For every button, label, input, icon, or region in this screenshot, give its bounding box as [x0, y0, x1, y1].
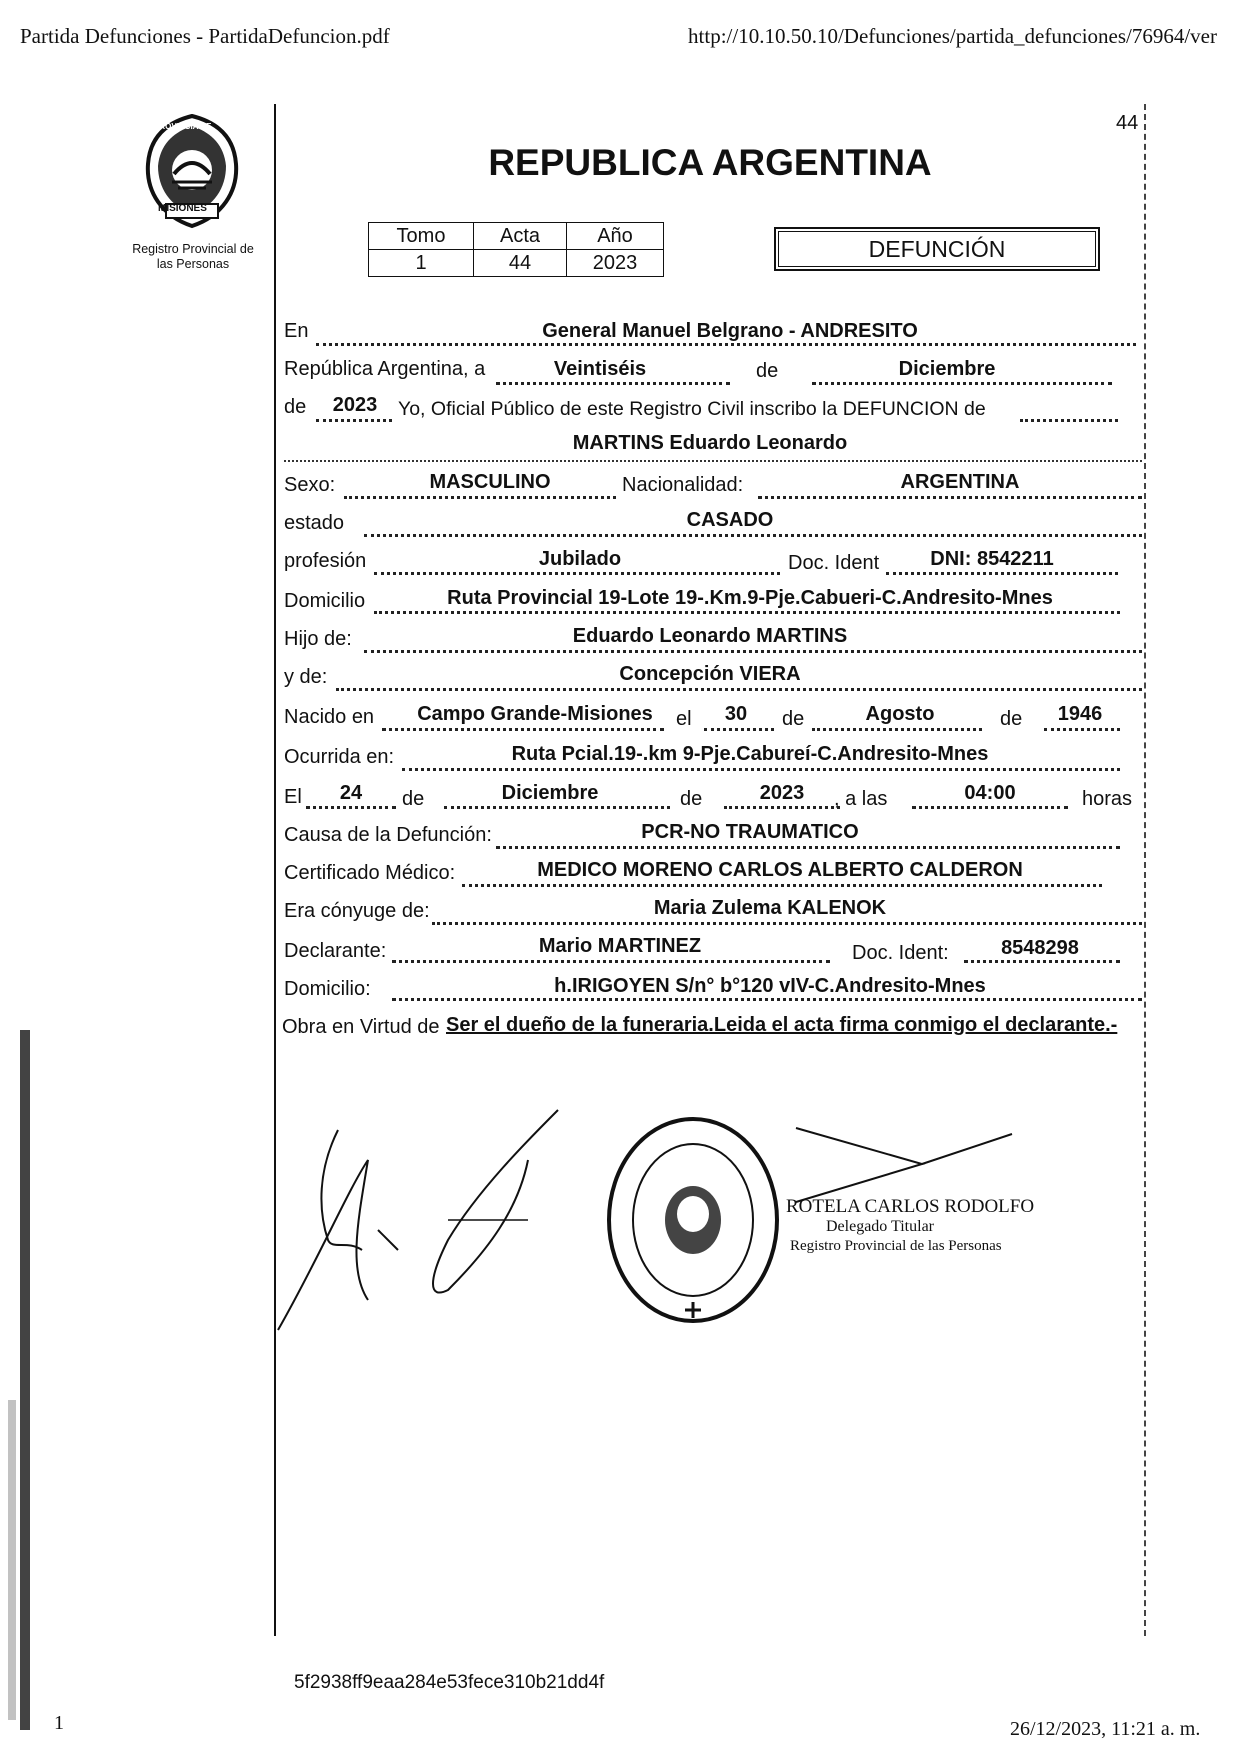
madre-fill-line: [336, 688, 1142, 691]
nacido-mes-fill-line: [812, 728, 982, 731]
certificado-fill-line: [462, 884, 1102, 887]
declarante-domicilio-value: h.IRIGOYEN S/n° b°120 vIV-C.Andresito-Mnes: [554, 975, 986, 997]
scan-edge-noise: [8, 1400, 16, 1720]
de-label-5: de: [402, 788, 425, 810]
anio-fill-line: [316, 419, 392, 422]
declarante-domicilio-fill-line: [392, 998, 1142, 1001]
profesion-fill-line: [374, 572, 780, 575]
scan-edge-shadow: [20, 1030, 30, 1730]
tomo-value: 1: [369, 250, 474, 277]
right-margin-line: [1144, 104, 1146, 1636]
declarante-doc-fill-line: [964, 960, 1120, 963]
def-dia-fill-line: [306, 806, 396, 809]
registry-name: [120, 242, 266, 272]
estado-label: estado: [284, 512, 345, 534]
documento-value: DNI: 8542211: [930, 548, 1054, 570]
nacido-en-label: Nacido en: [284, 706, 375, 728]
de-label-1: de: [756, 360, 779, 382]
causa-label: Causa de la Defunción:: [284, 824, 492, 846]
anio-value: 2023: [567, 250, 664, 277]
delegate-registry: Registro Provincial de las Personas: [790, 1238, 1002, 1254]
official-stamp: [604, 1114, 782, 1326]
def-anio-fill-line: [724, 806, 840, 809]
de-label-3: de: [782, 708, 805, 730]
registry-name-line2: las Personas: [156, 257, 230, 271]
document-url[interactable]: http://10.10.50.10/Defunciones/partida_defunciones/76964/ver: [688, 24, 1217, 48]
declarant-signature: [258, 1100, 618, 1340]
conyuge-fill-line: [432, 922, 1142, 925]
act-type-box: DEFUNCIÓN: [774, 227, 1100, 271]
ocurrida-fill-line: [402, 768, 1120, 771]
nombre-value: MARTINS Eduardo Leonardo: [572, 432, 848, 454]
conyuge-value: Maria Zulema KALENOK: [653, 897, 887, 919]
nacionalidad-fill-line: [758, 496, 1142, 499]
sexo-fill-line: [344, 496, 616, 499]
table-header-row: [369, 223, 664, 250]
registry-name-line1: Registro Provincial de: [132, 242, 254, 256]
def-hora-fill-line: [912, 806, 1068, 809]
nacido-anio-value: 1946: [1057, 703, 1103, 725]
horas-label: horas: [1082, 788, 1133, 810]
document-title: Partida Defunciones - PartidaDefuncion.pdf: [20, 24, 390, 48]
anio-value-text: 2023: [332, 394, 378, 416]
domicilio-fill-line: [374, 611, 1120, 614]
conyuge-label: Era cónyuge de:: [284, 900, 430, 922]
y-de-label: y de:: [284, 666, 328, 688]
obra-label: Obra en Virtud de: [282, 1016, 440, 1038]
certificado-value: MEDICO MORENO CARLOS ALBERTO CALDERON: [537, 859, 1023, 881]
left-margin-line: [274, 104, 276, 1636]
delegate-name: ROTELA CARLOS RODOLFO: [786, 1196, 1035, 1217]
nacido-dia-fill-line: [704, 728, 774, 731]
nacido-lugar-fill-line: [382, 728, 664, 731]
document-hash: 5f2938ff9eaa284e53fece310b21dd4f: [294, 1672, 605, 1693]
sexo-value: MASCULINO: [429, 471, 551, 493]
en-label: En: [284, 320, 309, 342]
mes-fill-line: [812, 382, 1112, 385]
def-dia-value: 24: [339, 782, 363, 804]
profesion-value: Jubilado: [538, 548, 622, 570]
tomo-acta-anio-table: [368, 222, 664, 277]
acta-header: Acta: [474, 223, 567, 250]
el-cap-label: El: [284, 786, 302, 808]
table-value-row: [369, 250, 664, 277]
de-label-6: de: [680, 788, 703, 810]
madre-value: Concepción VIERA: [619, 663, 801, 685]
declarante-doc-value: 8548298: [1001, 937, 1079, 959]
estado-value: CASADO: [686, 509, 774, 531]
declarante-fill-line: [392, 960, 830, 963]
yo-fill-line: [1020, 419, 1118, 422]
obra-value: Ser el dueño de la funeraria.Leida el acta firma conmigo el declarante.-: [446, 1014, 1118, 1036]
declarante-label: Declarante:: [284, 940, 387, 962]
nacido-mes-value: Agosto: [865, 703, 935, 725]
nacido-lugar-value: Campo Grande-Misiones: [417, 703, 653, 725]
a-las-label: , a las: [834, 788, 888, 810]
padre-fill-line: [364, 650, 1142, 653]
ocurrida-en-label: Ocurrida en:: [284, 746, 395, 768]
lugar-fill-line: [316, 343, 1136, 346]
domicilio-value: Ruta Provincial 19-Lote 19-.Km.9-Pje.Cabueri-C.Andresito-Mnes: [447, 587, 1053, 609]
causa-fill-line: [496, 846, 1120, 849]
delegate-stamp-mark: [792, 1124, 1028, 1204]
nombre-fill-line: [284, 460, 1142, 462]
nacionalidad-value: ARGENTINA: [900, 471, 1020, 493]
de-label-4: de: [1000, 708, 1023, 730]
country-title: REPUBLICA ARGENTINA: [488, 142, 932, 183]
declarante-value: Mario MARTINEZ: [538, 935, 702, 957]
de-label-2: de: [284, 396, 307, 418]
print-timestamp: 26/12/2023, 11:21 a. m.: [1010, 1718, 1201, 1740]
dia-fill-line: [496, 382, 730, 385]
estado-fill-line: [364, 534, 1142, 537]
nacido-dia-value: 30: [724, 703, 748, 725]
anio-header: Año: [567, 223, 664, 250]
nacionalidad-label: Nacionalidad:: [622, 474, 744, 496]
acta-value: 44: [474, 250, 567, 277]
domicilio-label: Domicilio: [284, 590, 366, 612]
hijo-de-label: Hijo de:: [284, 628, 352, 650]
padre-value: Eduardo Leonardo MARTINS: [572, 625, 848, 647]
documento-fill-line: [886, 572, 1118, 575]
page-number: 44: [1116, 112, 1139, 134]
delegate-title: Delegado Titular: [826, 1218, 934, 1235]
tomo-header: Tomo: [369, 223, 474, 250]
doc-ident-label: Doc. Ident: [788, 552, 880, 574]
def-mes-fill-line: [444, 806, 670, 809]
def-hora-value: 04:00: [964, 782, 1016, 804]
emblem-text-bottom: MISIONES: [158, 203, 207, 214]
mes-value: Diciembre: [898, 358, 996, 380]
def-anio-value: 2023: [759, 782, 805, 804]
footer-page-number: 1: [54, 1712, 64, 1734]
nacido-anio-fill-line: [1044, 728, 1120, 731]
causa-value: PCR-NO TRAUMATICO: [641, 821, 859, 843]
dia-value: Veintiséis: [553, 358, 647, 380]
sexo-label: Sexo:: [284, 474, 336, 496]
emblem-text-top: PROVINCIA DE: [154, 122, 212, 131]
profesion-label: profesión: [284, 550, 367, 572]
republica-label: República Argentina, a: [284, 358, 486, 380]
el-label: el: [676, 708, 692, 730]
yo-text: Yo, Oficial Público de este Registro Civil inscribo la DEFUNCION de: [398, 398, 986, 420]
ocurrida-value: Ruta Pcial.19-.km 9-Pje.Cabureí-C.Andresito-Mnes: [511, 743, 989, 765]
declarante-domicilio-label: Domicilio:: [284, 978, 371, 1000]
def-mes-value: Diciembre: [501, 782, 599, 804]
lugar-value: General Manuel Belgrano - ANDRESITO: [542, 320, 918, 342]
certificado-label: Certificado Médico:: [284, 862, 456, 884]
declarante-doc-label: Doc. Ident:: [852, 942, 949, 964]
